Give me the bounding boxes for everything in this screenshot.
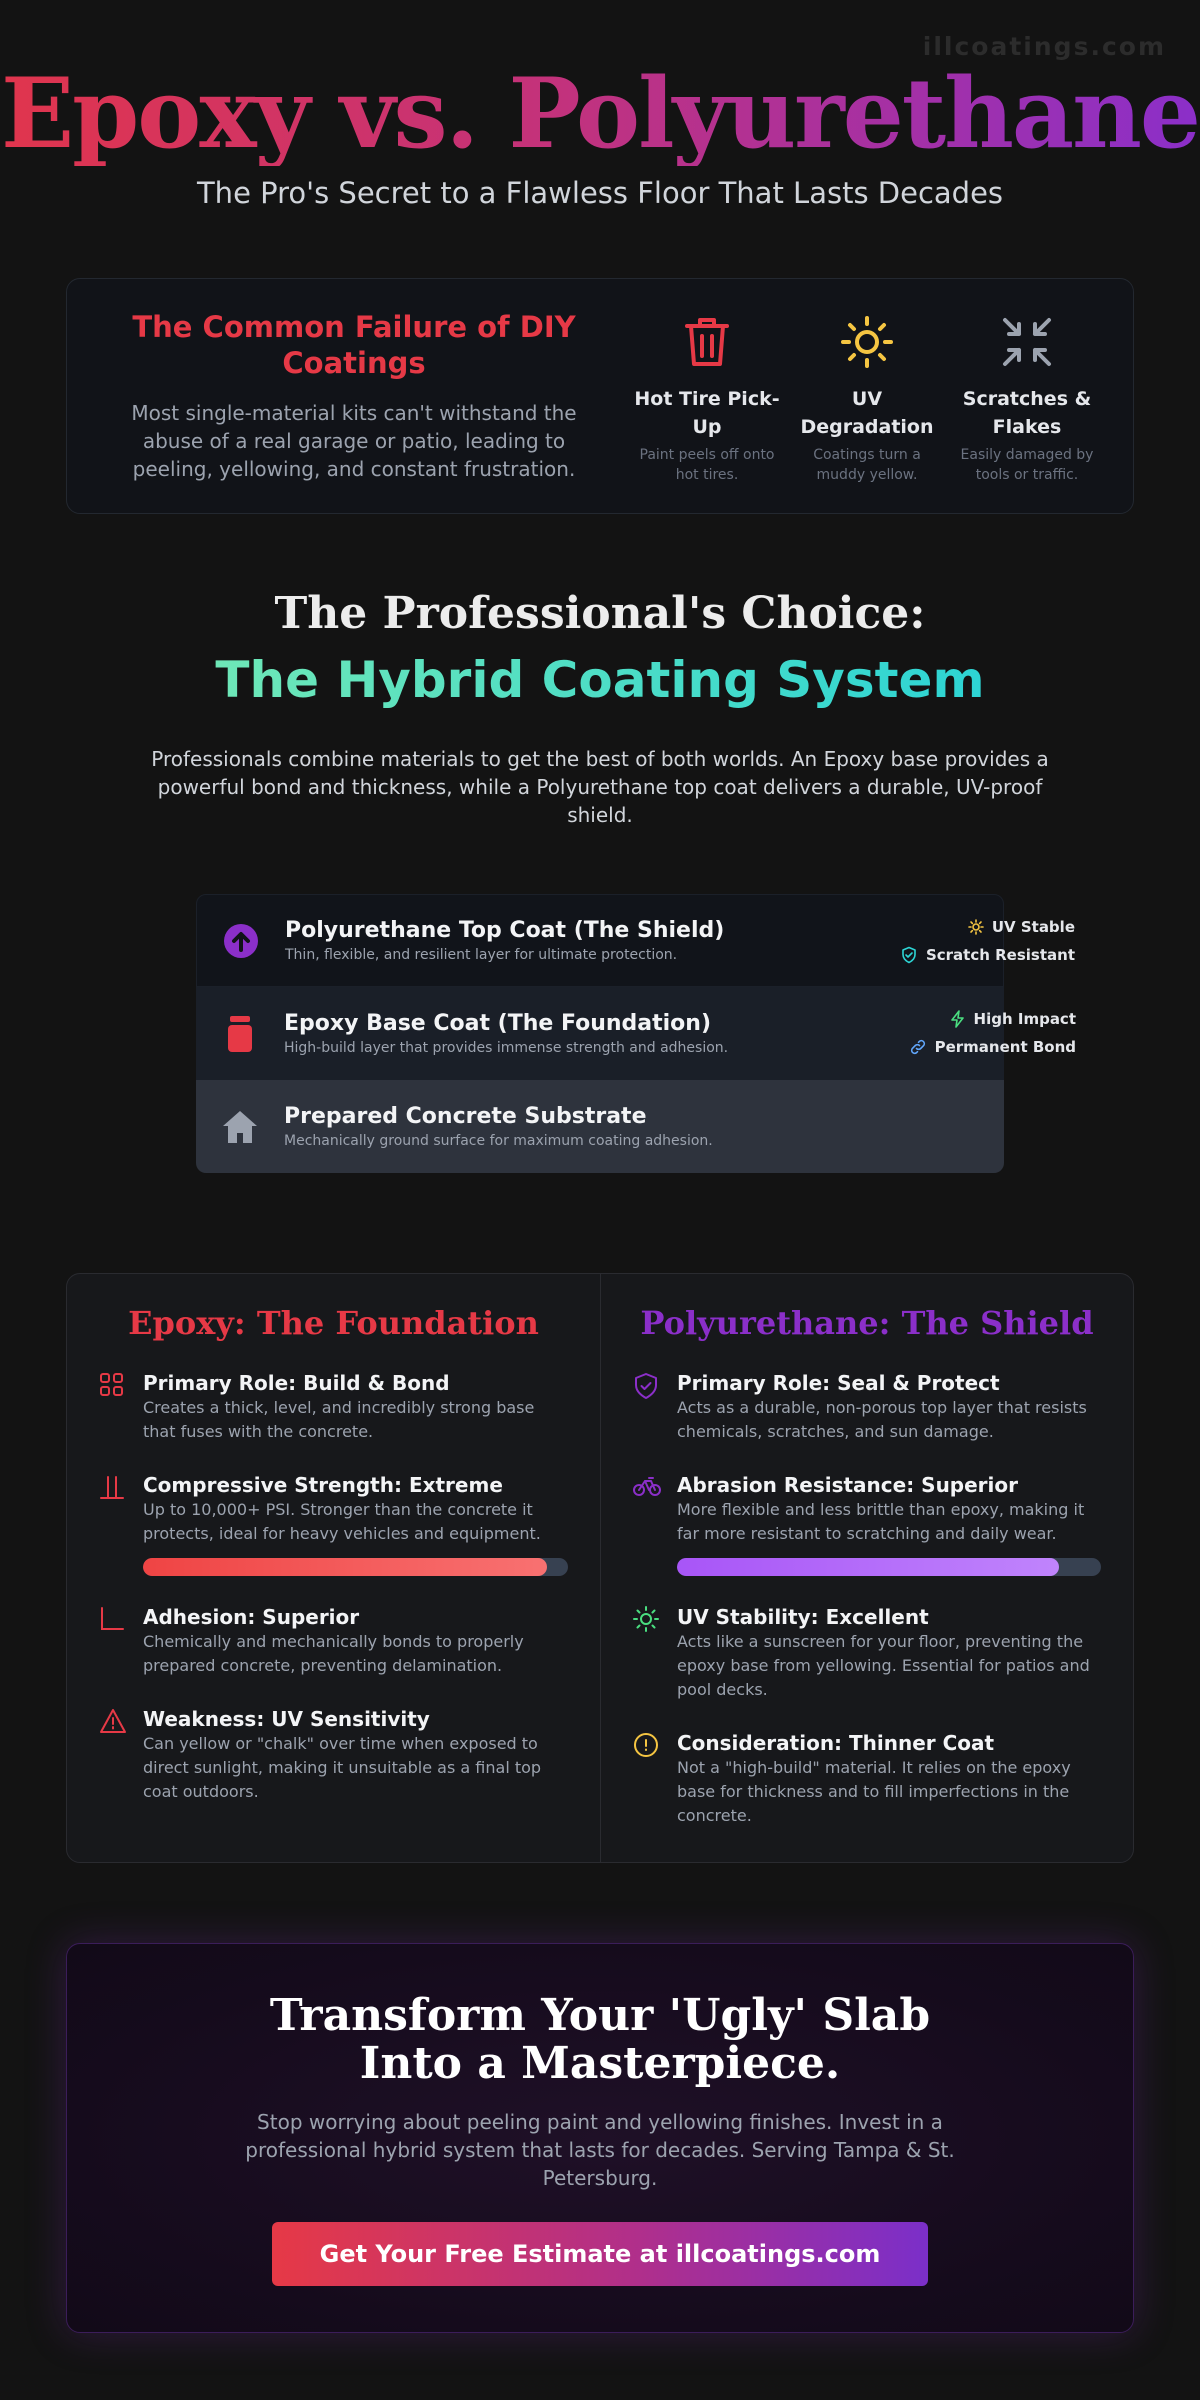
layer-title: Polyurethane Top Coat (The Shield) [285,918,725,943]
house-icon [222,1110,258,1144]
choice-title: The Professional's Choice: [274,588,926,639]
cta-title: Transform Your 'Ugly' Slab Into a Masterpiece. [269,1990,931,2089]
failure-item-text: Coatings turn a muddy yellow. [813,447,921,483]
arrow-up-circle-icon [223,923,259,959]
failure-item-uv [787,307,947,485]
abrasion-resistance-bar [677,1558,1101,1576]
tag-permanent-bond [909,1033,1076,1061]
tag-high-impact [909,1005,1076,1033]
sun-icon [839,314,895,370]
epoxy-point-role [99,1370,568,1444]
failure-item-title: Scratches & Flakes [962,388,1092,438]
polyurethane-title: Polyurethane: The Shield [640,1304,1094,1342]
point-text: Can yellow or "chalk" over time when exposed to direct sunlight, making it unsuitable as a final top coat outdoors. [143,1734,542,1801]
sun-icon [968,919,984,935]
bike-icon [633,1474,661,1498]
layer-text: High-build layer that provides immense strength and adhesion. [284,1040,729,1056]
bolt-icon [950,1010,966,1028]
failure-text: Most single-material kits can't withstand the abuse of a real garage or patio, leading to peeling, yellowing, and constant frustration. [131,401,577,481]
coating-layer-stack [196,894,1076,1173]
abrasion-resistance-fill [677,1558,1059,1576]
polyurethane-point-consideration [633,1730,1101,1828]
failure-item-hot-tire [627,307,787,485]
point-text: Chemically and mechanically bonds to properly prepared concrete, preventing delamination. [143,1632,524,1675]
cta-panel [66,1943,1134,2333]
tag-label: High Impact [973,1010,1076,1028]
failure-item-text: Easily damaged by tools or traffic. [960,447,1094,483]
failure-item-text: Paint peels off onto hot tires. [639,447,775,483]
point-text: Acts as a durable, non-porous top layer that resists chemicals, scratches, and sun damage. [677,1398,1087,1441]
epoxy-point-weakness [99,1706,568,1804]
point-title: Primary Role: Build & Bond [143,1371,450,1395]
epoxy-column [67,1274,600,1862]
sun-icon [633,1606,659,1632]
paint-bucket-icon [227,1016,253,1052]
point-title: Primary Role: Seal & Protect [677,1371,1000,1395]
layer-polyurethane-top-coat [196,894,1075,987]
grid-icon [99,1372,125,1398]
point-title: Weakness: UV Sensitivity [143,1707,430,1731]
point-text: Up to 10,000+ PSI. Stronger than the concrete it protects, ideal for heavy vehicles and equipment. [143,1500,541,1543]
tag-label: Scratch Resistant [925,946,1075,964]
cta-text: Stop worrying about peeling paint and yellowing finishes. Invest in a professional hybrid system that lasts for decades. Serving Tampa & St. Petersburg. [245,2110,955,2190]
epoxy-point-adhesion [99,1604,568,1678]
info-circle-icon [633,1732,659,1758]
layer-concrete-substrate [196,1080,1004,1173]
tag-label: Permanent Bond [934,1038,1076,1056]
polyurethane-point-abrasion [633,1472,1101,1576]
tag-uv-stable [900,913,1075,941]
shield-check-icon [900,946,918,964]
failure-panel [66,278,1134,514]
layer-title: Epoxy Base Coat (The Foundation) [284,1011,712,1036]
corner-icon [99,1606,125,1632]
polyurethane-point-uv [633,1604,1101,1702]
point-text: More flexible and less brittle than epoxy, making it far more resistant to scratching and daily wear. [677,1500,1085,1543]
epoxy-point-strength [99,1472,568,1576]
tag-scratch-resistant [900,941,1075,969]
page-subtitle: The Pro's Secret to a Flawless Floor That Lasts Decades [196,176,1004,210]
hybrid-section [0,588,1200,829]
point-title: Abrasion Resistance: Superior [677,1473,1019,1497]
point-text: Not a "high-build" material. It relies on the epoxy base for thickness and to fill imperfections in the concrete. [677,1758,1071,1825]
point-text: Creates a thick, level, and incredibly strong base that fuses with the concrete. [143,1398,535,1441]
failure-title: The Common Failure of DIY Coatings [132,310,576,380]
free-estimate-button[interactable]: Get Your Free Estimate at illcoatings.com [272,2222,928,2286]
point-title: Consideration: Thinner Coat [677,1731,995,1755]
comparison-panel [66,1273,1134,1863]
page-title: Epoxy vs. Polyurethane [1,57,1199,170]
point-title: UV Stability: Excellent [677,1605,929,1629]
compressive-strength-bar [143,1558,568,1576]
shield-check-icon [633,1372,659,1400]
trash-icon [683,314,731,370]
layer-text: Mechanically ground surface for maximum coating adhesion. [284,1133,713,1149]
watermark: illcoatings.com [922,32,1166,61]
choice-text: Professionals combine materials to get the best of both worlds. An Epoxy base provides a powerful bond and thickness, while a Polyurethane top coat delivers a durable, UV-proof shield. [151,747,1049,827]
layer-title: Prepared Concrete Substrate [284,1104,647,1129]
layer-epoxy-base-coat [196,987,1076,1080]
compressive-strength-fill [143,1558,547,1576]
choice-subtitle: The Hybrid Coating System [215,651,985,709]
layer-tags [909,1005,1076,1061]
pillars-icon [99,1474,125,1500]
point-title: Adhesion: Superior [143,1605,360,1629]
point-text: Acts like a sunscreen for your floor, preventing the epoxy base from yellowing. Essential for patios and pool decks. [677,1632,1090,1699]
link-icon [909,1038,927,1056]
epoxy-title: Epoxy: The Foundation [128,1304,539,1342]
layer-tags [900,913,1075,969]
layer-text: Thin, flexible, and resilient layer for ultimate protection. [285,947,678,963]
failure-item-title: Hot Tire Pick-Up [634,388,780,438]
polyurethane-point-role [633,1370,1101,1444]
tag-label: UV Stable [991,918,1075,936]
polyurethane-column [600,1274,1133,1862]
failure-item-scratches [947,307,1107,485]
failure-item-title: UV Degradation [800,388,934,438]
point-title: Compressive Strength: Extreme [143,1473,503,1497]
warning-icon [99,1708,127,1734]
compress-arrows-icon [1001,316,1053,368]
